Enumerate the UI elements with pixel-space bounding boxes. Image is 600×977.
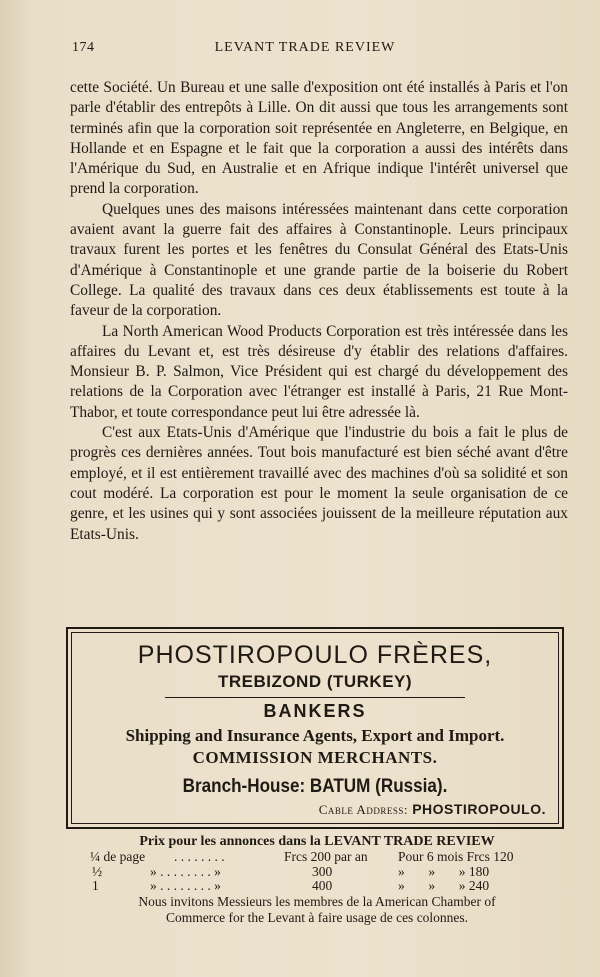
ad-company-name: PHOSTIROPOULO FRÈRES, (137, 641, 493, 669)
rates-title: Prix pour les annonces dans la LEVANT TRADE REVIEW (139, 834, 495, 849)
paragraph-4: C'est aux Etats-Unis d'Amérique que l'industrie du bois a fait le plus de progrès ces dernières années. Tout bois manufacturé est bien séché avant d'être employé, et il est entièrement travaillé avec des machines d'où sa solidité et son cout modéré. La corporation est pour le moment la seule organisation de ce genre, et les usines qui y sont associées jouissent de la meilleure réputation aux Etats-Unis. (70, 424, 568, 543)
page-number: 174 (72, 40, 95, 55)
rate-row (62, 849, 572, 864)
ad-cable-value: PHOSTIROPOULO. (412, 801, 546, 817)
rate-size: 1 (92, 878, 99, 894)
rate-six-months: » » » 180 (398, 863, 490, 879)
paragraph-1: cette Société. Un Bureau et une salle d'exposition ont été installés à Paris et l'on parle d'établir des entrepôts à Lille. On dit aussi que tous les arrangements sont terminés afin que la corporation soit représentée en Angleterre, en Belgique, en Hollande et en Espagne et le fait que la corporation a aussi des intérêts dans l'Amérique du Sud, en Australie et en Afrique indique l'intérêt universel que prend la corporation. (70, 79, 568, 198)
rate-price: 300 (312, 863, 333, 879)
ad-bankers: BANKERS (263, 701, 367, 721)
ad-rates (62, 834, 572, 926)
advertisement-box (66, 627, 564, 829)
rate-row (62, 878, 572, 893)
paragraph-2: Quelques unes des maisons intéressées maintenant dans cette corporation avaient avant la guerre fait des affaires à Constantinople. Leurs principaux travaux furent les portes et les fenêtres du Consulat Général des Etats-Unis d'Amérique à Constantinople et une grande partie de la boiserie du Robert College. La qualité des travaux dans ces deux établissements est toute à la faveur de la corporation. (70, 200, 568, 320)
article-body (70, 78, 568, 545)
rates-footer-line-2: Commerce for the Levant à faire usage de ces colonnes. (165, 910, 469, 926)
rate-six-months: Pour 6 mois Frcs 120 (398, 849, 514, 865)
rate-dots: » . . . . . . . . » (150, 878, 221, 894)
rate-dots: » . . . . . . . . » (150, 863, 221, 879)
rate-row (62, 864, 572, 879)
ad-cable-address (319, 801, 546, 818)
rate-six-months: » » » 240 (398, 878, 490, 894)
rate-dots: . . . . . . . . (174, 849, 225, 865)
rates-footer-line-1: Nous invitons Messieurs les membres de la American Chamber of (138, 893, 496, 909)
rate-price: Frcs 200 par an (284, 849, 368, 865)
ad-city: TREBIZOND (TURKEY) (217, 672, 413, 691)
rate-size: ½ (92, 863, 103, 879)
running-title: LEVANT TRADE REVIEW (214, 40, 396, 55)
rate-price: 400 (312, 878, 333, 894)
paragraph-3: La North American Wood Products Corporation est très intéressée dans les affaires du Levant et, est très désireuse d'y établir des relations d'affaires. Monsieur B. P. Salmon, Vice Président qui est chargé du développement des relations de la Corporation avec l'étranger est installé à Paris, 21 Rue Mont-Thabor, et toute correspondance peut lui être adressée là. (70, 322, 568, 421)
ad-shipping: Shipping and Insurance Agents, Export and Import. (125, 726, 505, 745)
ad-divider (165, 697, 465, 698)
ad-branch: Branch-House: BATUM (Russia). (182, 776, 448, 797)
ad-cable-label: Cable Address: (318, 802, 408, 817)
rate-size: ¼ de page (90, 849, 146, 865)
ad-commission: COMMISSION MERCHANTS. (192, 748, 438, 767)
